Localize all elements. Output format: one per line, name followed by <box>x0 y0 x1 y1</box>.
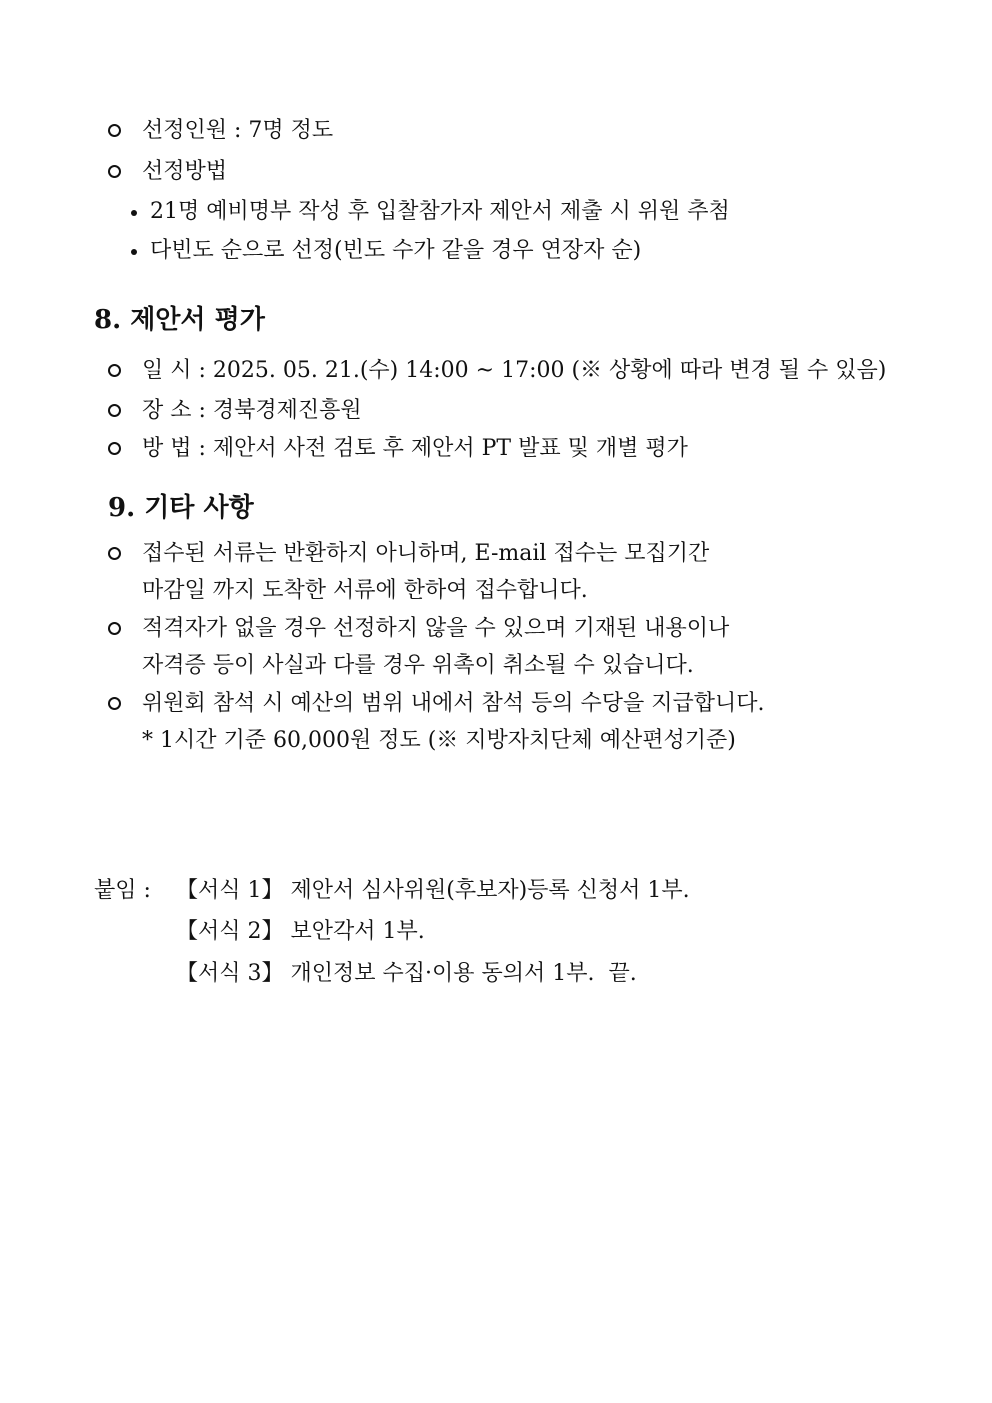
evaluation-method: 방 법 : 제안서 사전 검토 후 제안서 PT 발표 및 개별 평가 <box>142 436 688 461</box>
other-item-1-line-1: 접수된 서류는 반환하지 아니하며, E-mail 접수는 모집기간 <box>142 541 710 566</box>
section-8-title: 8. 제안서 평가 <box>94 305 265 335</box>
dot-bullet-icon <box>131 210 137 216</box>
circle-bullet-icon <box>108 364 121 377</box>
other-item-1-line-2: 마감일 까지 도착한 서류에 한하여 접수합니다. <box>142 578 588 603</box>
selection-method-item: 21명 예비명부 작성 후 입찰참가자 제안서 제출 시 위원 추첨 <box>150 199 730 224</box>
circle-bullet-icon <box>108 697 121 710</box>
evaluation-datetime: 일 시 : 2025. 05. 21.(수) 14:00 ~ 17:00 (※ 상황에 따라 변경 될 수 있음) <box>142 358 887 383</box>
other-item-3-line-1: 위원회 참석 시 예산의 범위 내에서 참석 등의 수당을 지급합니다. <box>142 691 765 716</box>
attachment-label: 붙임 : <box>94 878 151 903</box>
selection-method-item: 다빈도 순으로 선정(빈도 수가 같을 경우 연장자 순) <box>150 238 642 263</box>
circle-bullet-icon <box>108 165 121 178</box>
attachment-item: 【서식 1】 제안서 심사위원(후보자)등록 신청서 1부. <box>176 878 690 903</box>
section-9-title: 9. 기타 사항 <box>108 493 254 523</box>
other-item-2-line-2: 자격증 등이 사실과 다를 경우 위촉이 취소될 수 있습니다. <box>142 653 694 678</box>
selection-personnel: 선정인원 : 7명 정도 <box>142 118 334 143</box>
dot-bullet-icon <box>131 249 137 255</box>
circle-bullet-icon <box>108 404 121 417</box>
circle-bullet-icon <box>108 622 121 635</box>
selection-method-title: 선정방법 <box>142 159 228 184</box>
circle-bullet-icon <box>108 124 121 137</box>
other-item-3-line-2: * 1시간 기준 60,000원 정도 (※ 지방자치단체 예산편성기준) <box>142 728 736 753</box>
circle-bullet-icon <box>108 442 121 455</box>
evaluation-place: 장 소 : 경북경제진흥원 <box>142 398 362 423</box>
attachment-item: 【서식 2】 보안각서 1부. <box>176 919 425 944</box>
circle-bullet-icon <box>108 547 121 560</box>
attachment-item: 【서식 3】 개인정보 수집·이용 동의서 1부. 끝. <box>176 961 637 986</box>
other-item-2-line-1: 적격자가 없을 경우 선정하지 않을 수 있으며 기재된 내용이나 <box>142 616 730 641</box>
